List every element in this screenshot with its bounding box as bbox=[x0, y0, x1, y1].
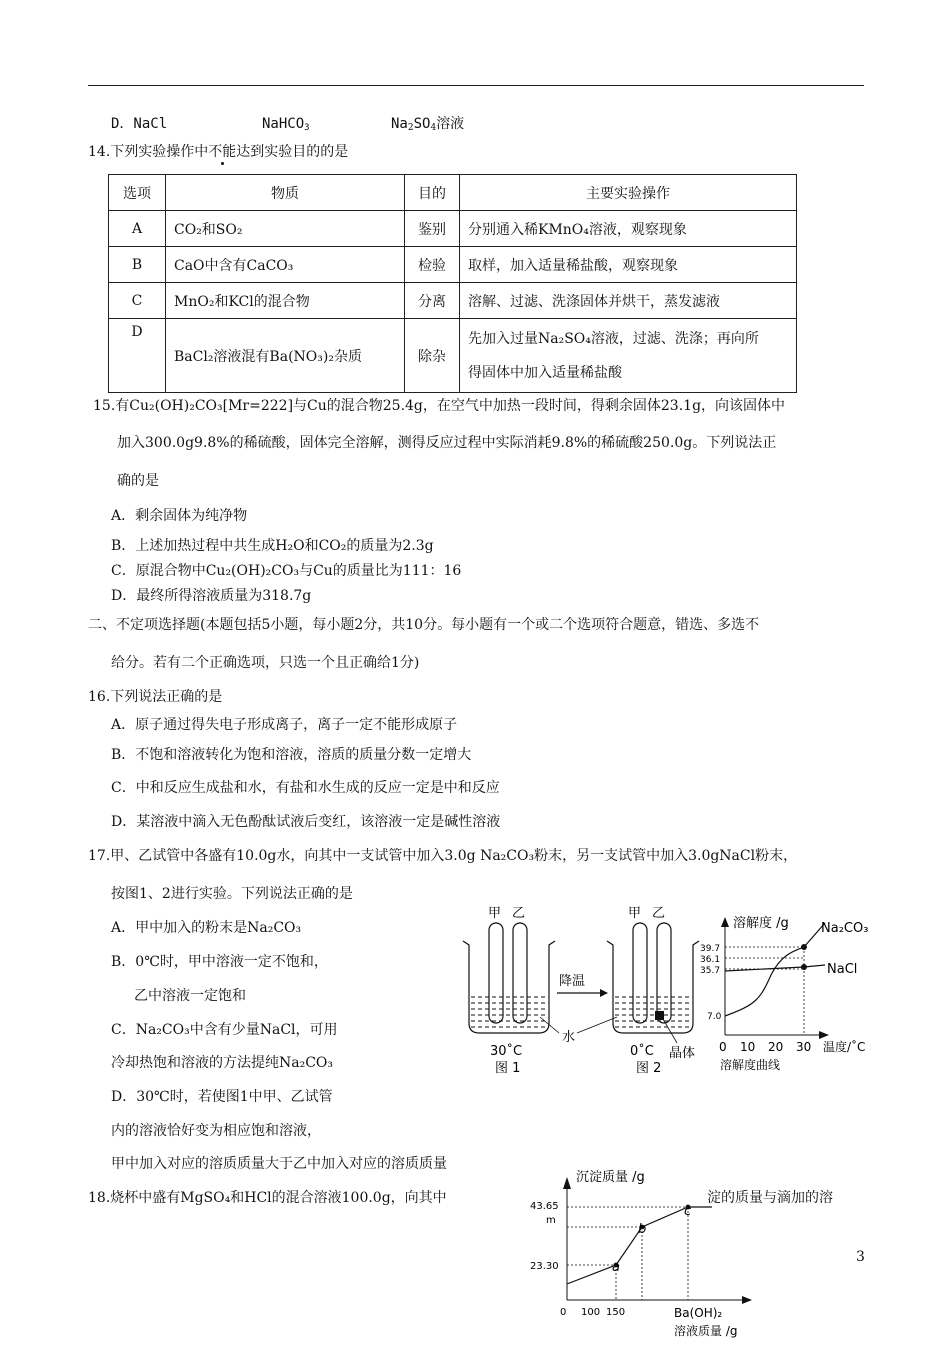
q17-option-c-line1: C．Na₂CO₃中含有少量NaCl，可用 bbox=[111, 1022, 338, 1038]
sol-xtick-0: 0 bbox=[719, 1040, 727, 1054]
nacl-curve bbox=[725, 965, 825, 971]
page-number: 3 bbox=[856, 1249, 865, 1265]
row-purpose: 除杂 bbox=[405, 319, 460, 393]
q15-stem-line3: 确的是 bbox=[117, 473, 159, 489]
q17-option-c-line2: 冷却热饱和溶液的方法提纯Na₂CO₃ bbox=[111, 1055, 334, 1071]
fig-label-1: 图 1 bbox=[495, 1061, 521, 1076]
q17-option-d-line3: 甲中加入对应的溶质质量大于乙中加入对应的溶质质量 bbox=[111, 1156, 447, 1172]
q17-option-a: A．甲中加入的粉末是Na₂CO₃ bbox=[111, 920, 302, 936]
fig-water-label: 水 bbox=[562, 1030, 576, 1045]
row-option: B bbox=[109, 247, 166, 283]
fig-label-2: 图 2 bbox=[636, 1061, 662, 1076]
q18-figure-mask bbox=[570, 1187, 688, 1205]
row-option: D bbox=[109, 319, 166, 393]
row-option: C bbox=[109, 283, 166, 319]
q17-option-b-line1: B．0℃时，甲中溶液一定不饱和， bbox=[111, 954, 328, 970]
row-option: A bbox=[109, 211, 166, 247]
q14-table bbox=[108, 174, 797, 393]
q18-ytick-23-30: 23.30 bbox=[530, 1261, 559, 1272]
row-purpose: 鉴别 bbox=[405, 211, 460, 247]
header-operation: 主要实验操作 bbox=[460, 175, 797, 211]
prev-option-d-na2so4: $Na_2SO_4$溶液 bbox=[391, 116, 465, 133]
q15-option-a: A．剩余固体为纯净物 bbox=[111, 508, 248, 524]
q17-figure bbox=[455, 905, 880, 1080]
row-operation-line2: 得固体中加入适量稀盐酸 bbox=[468, 364, 622, 381]
sol-ytick-35-7: 35.7 bbox=[700, 966, 721, 976]
row-substance: CO₂和SO₂ bbox=[166, 211, 405, 247]
q18-xtick-100: 100 bbox=[581, 1307, 601, 1318]
q16-option-b: B．不饱和溶液转化为饱和溶液，溶质的质量分数一定增大 bbox=[111, 747, 472, 763]
sol-xtick-20: 20 bbox=[768, 1040, 784, 1054]
row-substance: MnO₂和KCl的混合物 bbox=[166, 283, 405, 319]
q18-xtick-150: 150 bbox=[606, 1307, 626, 1318]
header-substance: 物质 bbox=[166, 175, 405, 211]
row-purpose: 检验 bbox=[405, 247, 460, 283]
row-operation: 分别通入稀KMnO₄溶液，观察现象 bbox=[460, 211, 797, 247]
sol-ytick-36-1: 36.1 bbox=[700, 955, 721, 965]
fig-jia-2: 甲 bbox=[628, 906, 642, 921]
table-row bbox=[109, 319, 797, 393]
prev-option-d: D．NaCl bbox=[111, 116, 168, 132]
row-operation: 溶解、过滤、洗涤固体并烘干，蒸发滤液 bbox=[460, 283, 797, 319]
row-substance: CaO中含有CaCO₃ bbox=[166, 247, 405, 283]
q15-stem-line2: 加入300.0g9.8%的稀硫酸，固体完全溶解，测得反应过程中实际消耗9.8%的稀硫酸250.0g。下列说法正 bbox=[117, 435, 777, 451]
q18-x-title-2: 溶液质量 /g bbox=[674, 1324, 738, 1338]
beaker-1-water bbox=[471, 997, 547, 1027]
table-header-row bbox=[109, 175, 797, 211]
q15-option-c: C．原混合物中Cu₂(OH)₂CO₃与Cu的质量比为111：16 bbox=[111, 563, 462, 579]
section2-line2: 给分。若有二个正确选项，只选一个且正确给1分) bbox=[111, 655, 420, 671]
q18-ytick-m: m bbox=[546, 1215, 556, 1226]
sol-na2co3-label: Na₂CO₃ bbox=[821, 921, 869, 936]
fig-yi-1: 乙 bbox=[512, 906, 526, 921]
fig-temp-0: 0˚C bbox=[630, 1044, 654, 1059]
nacl-point bbox=[801, 964, 807, 970]
beaker-2-water bbox=[615, 997, 691, 1027]
q17-stem-line1: 17.甲、乙试管中各盛有10.0g水，向其中一支试管中加入3.0g Na₂CO₃粉末，另一支试管中加入3.0gNaCl粉末， bbox=[88, 848, 798, 864]
fig-jia-1: 甲 bbox=[488, 906, 502, 921]
q15-option-b: B．上述加热过程中共生成H₂O和CO₂的质量为2.3g bbox=[111, 538, 434, 554]
q18-x-title-1: Ba(OH)₂ bbox=[674, 1306, 723, 1320]
arrow-head-icon bbox=[600, 989, 608, 997]
header-option: 选项 bbox=[109, 175, 166, 211]
q16-stem: 16.下列说法正确的是 bbox=[88, 689, 223, 705]
q16-option-a: A．原子通过得失电子形成离子，离子一定不能形成原子 bbox=[111, 717, 458, 733]
table-row bbox=[109, 211, 797, 247]
q18-figure bbox=[520, 1165, 770, 1344]
q15-option-d: D．最终所得溶液质量为318.7g bbox=[111, 588, 312, 604]
header-rule bbox=[88, 85, 864, 86]
header-purpose: 目的 bbox=[405, 175, 460, 211]
q17-option-d-line1: D．30℃时，若使图1中甲、乙试管 bbox=[111, 1089, 333, 1105]
label-b: b bbox=[638, 1222, 647, 1237]
q18-stem-post: 淀的质量与滴加的溶 bbox=[707, 1190, 833, 1206]
sol-xtick-10: 10 bbox=[740, 1040, 756, 1054]
sol-ytick-39-7: 39.7 bbox=[700, 944, 721, 954]
table-row bbox=[109, 283, 797, 319]
prev-option-d-nahco3: NaHCO$_3$ bbox=[262, 116, 310, 133]
sol-nacl-label: NaCl bbox=[827, 962, 858, 977]
crystal-pointer bbox=[663, 1019, 677, 1043]
crystal-icon bbox=[655, 1011, 664, 1020]
label-c: c bbox=[684, 1204, 692, 1219]
q15-stem-line1: 15.有Cu₂(OH)₂CO₃[Mr=222]与Cu的混合物25.4g，在空气中加热一段时间，得剩余固体23.1g，向该固体中 bbox=[93, 398, 786, 414]
fig-temp-30: 30˚C bbox=[490, 1044, 523, 1059]
row-substance: BaCl₂溶液混有Ba(NO₃)₂杂质 bbox=[166, 319, 405, 393]
q16-option-d: D．某溶液中滴入无色酚酞试液后变红，该溶液一定是碱性溶液 bbox=[111, 814, 501, 830]
row-operation: 取样，加入适量稀盐酸，观察现象 bbox=[460, 247, 797, 283]
row-operation bbox=[460, 319, 797, 393]
beaker-2 bbox=[607, 923, 699, 1033]
q17-stem-line2: 按图1、2进行实验。下列说法正确的是 bbox=[111, 886, 353, 902]
sol-y-title: 溶解度 /g bbox=[733, 916, 789, 931]
solubility-chart bbox=[721, 917, 829, 1039]
beaker-1 bbox=[463, 923, 555, 1033]
table-row bbox=[109, 247, 797, 283]
fig-crystal-label: 晶体 bbox=[669, 1046, 696, 1061]
sol-caption: 溶解度曲线 bbox=[720, 1058, 781, 1072]
sol-ytick-7-0: 7.0 bbox=[707, 1012, 722, 1022]
q18-y-title: 沉淀质量 /g bbox=[576, 1170, 645, 1185]
row-operation-line1: 先加入过量Na₂SO₄溶液，过滤、洗涤；再向所 bbox=[468, 330, 759, 347]
label-a: a bbox=[612, 1260, 620, 1275]
fig-yi-2: 乙 bbox=[652, 906, 666, 921]
water-pointer-2 bbox=[577, 1017, 617, 1033]
q18-stem-pre: 18.烧杯中盛有MgSO₄和HCl的混合溶液100.0g，向其中 bbox=[88, 1190, 447, 1206]
sol-xtick-30: 30 bbox=[796, 1040, 812, 1054]
sol-x-title: 温度/˚C bbox=[823, 1040, 866, 1054]
q18-xtick-0: 0 bbox=[560, 1307, 567, 1318]
q17-option-b-line2: 乙中溶液一定饱和 bbox=[134, 988, 246, 1004]
q18-ytick-43-65: 43.65 bbox=[530, 1201, 559, 1212]
q17-option-d-line2: 内的溶液恰好变为相应饱和溶液， bbox=[111, 1123, 321, 1139]
row-purpose: 分离 bbox=[405, 283, 460, 319]
fig-cool-label: 降温 bbox=[559, 974, 586, 989]
q14-emphasis: 不能 bbox=[208, 144, 237, 160]
q14-stem: 14.下列实验操作中不能达到实验目的的是 bbox=[88, 144, 349, 160]
section2-line1: 二、不定项选择题(本题包括5小题，每小题2分，共10分。每小题有一个或二个选项符合题意，错选、多选不 bbox=[88, 617, 760, 633]
q16-option-c: C．中和反应生成盐和水，有盐和水生成的反应一定是中和反应 bbox=[111, 780, 500, 796]
na2co3-point bbox=[801, 944, 807, 950]
na2co3-curve bbox=[725, 923, 825, 1016]
